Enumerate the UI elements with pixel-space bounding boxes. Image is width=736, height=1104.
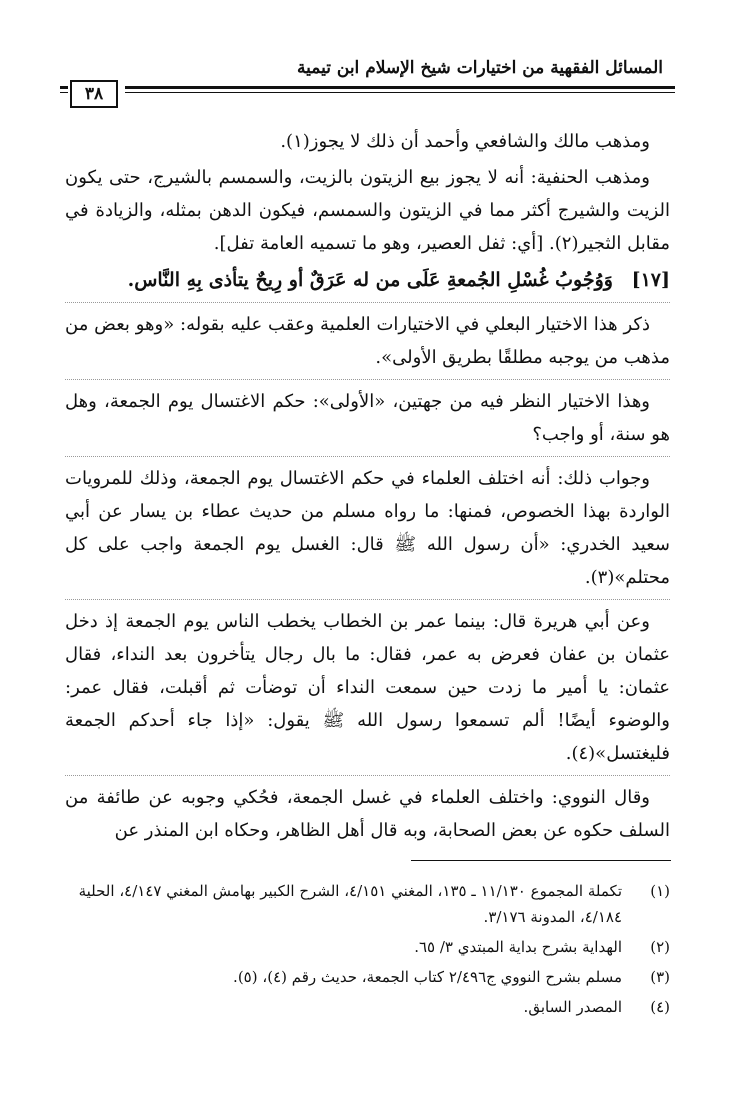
page-number: ٣٨	[70, 80, 118, 108]
page-header	[60, 50, 675, 110]
separator	[65, 302, 670, 303]
footnote	[65, 934, 670, 960]
separator	[65, 599, 670, 600]
separator	[65, 379, 670, 380]
footnote-text: تكملة المجموع ١١/١٣٠ ـ ١٣٥، المغني ٤/١٥١، الشرح الكبير بهامش المغني ٤/١٤٧، الحلية ٤/١٨٤، المدونة ٣/١٧٦.	[78, 882, 622, 926]
paragraph: ومذهب الحنفية: أنه لا يجوز بيع الزيتون بالزيت، والسمسم بالشيرج، حتى يكون الزيت والشيرج أكثر مما في الزيتون والسمسم، فيكون الدهن بمثله، والزيادة في مقابل الثجير(٢). [أي: ثفل العصير، وهو ما تسميه العامة تفل].	[65, 167, 670, 254]
footnote-number: (١)	[650, 882, 670, 900]
section-number: [١٧]	[631, 269, 670, 291]
paragraph: وهذا الاختيار النظر فيه من جهتين، «الأولى»: حكم الاغتسال يوم الجمعة، وهل هو سنة، أو واجب؟	[65, 391, 670, 445]
paragraph: وقال النووي: واختلف العلماء في غسل الجمعة، فحُكي وجوبه عن طائفة من السلف حكوه عن بعض الصحابة، وبه قال أهل الظاهر، وحكاه ابن المنذر عن	[65, 787, 670, 841]
footnote-text: الهداية بشرح بداية المبتدي ٣/ ٦٥.	[414, 938, 622, 956]
footnote-number: (٢)	[650, 938, 670, 956]
footnote-text: مسلم بشرح النووي ج٢/٤٩٦ كتاب الجمعة، حديث رقم (٤)، (٥).	[233, 968, 622, 986]
footnote-rule	[411, 860, 671, 861]
footnote-number: (٣)	[650, 968, 670, 986]
section-title: وَوُجُوبُ غُسْلِ الجُمعةِ عَلَى من له عَرَقٌ أو رِيحٌ يتأذى بِهِ النَّاس.	[127, 269, 613, 291]
header-rule-left	[60, 86, 68, 89]
footnote	[65, 878, 670, 930]
separator	[65, 775, 670, 776]
section-heading	[65, 263, 670, 297]
footnote	[65, 994, 670, 1020]
footnote	[65, 964, 670, 990]
footnote-number: (٤)	[650, 998, 670, 1016]
footnotes	[65, 878, 670, 1024]
footnote-text: المصدر السابق.	[523, 998, 622, 1016]
paragraph: وجواب ذلك: أنه اختلف العلماء في حكم الاغتسال يوم الجمعة، وذلك للمرويات الواردة بهذا الخصوص، فمنها: ما رواه مسلم من حديث عطاء بن يسار عن أبي سعيد الخدري: «أن رسول الله ﷺ قال: الغسل يوم الجمعة واجب على كل محتلم»(٣).	[65, 468, 670, 588]
main-text	[65, 125, 670, 850]
paragraph: ومذهب مالك والشافعي وأحمد أن ذلك لا يجوز(١).	[280, 131, 650, 152]
header-rule	[125, 86, 675, 89]
running-title: المسائل الفقهية من اختيارات شيخ الإسلام ابن تيمية	[297, 58, 663, 78]
header-rule-left-thin	[60, 92, 68, 93]
paragraph: وعن أبي هريرة قال: بينما عمر بن الخطاب يخطب الناس يوم الجمعة إذ دخل عثمان بن عفان فعرض به عمر، فقال: ما بال رجال يتأخرون بعد النداء، فقال عثمان: يا أمير ما زدت حين سمعت النداء أن توضأت ثم أقبلت، فقال عمر: والوضوء أيضًا! ألم تسمعوا رسول الله ﷺ يقول: «إذا جاء أحدكم الجمعة فليغتسل»(٤).	[65, 611, 670, 764]
paragraph: ذكر هذا الاختيار البعلي في الاختيارات العلمية وعقب عليه بقوله: «وهو بعض من مذهب من يوجبه مطلقًا بطريق الأولى».	[65, 314, 670, 368]
separator	[65, 456, 670, 457]
header-rule-thin	[125, 92, 675, 93]
